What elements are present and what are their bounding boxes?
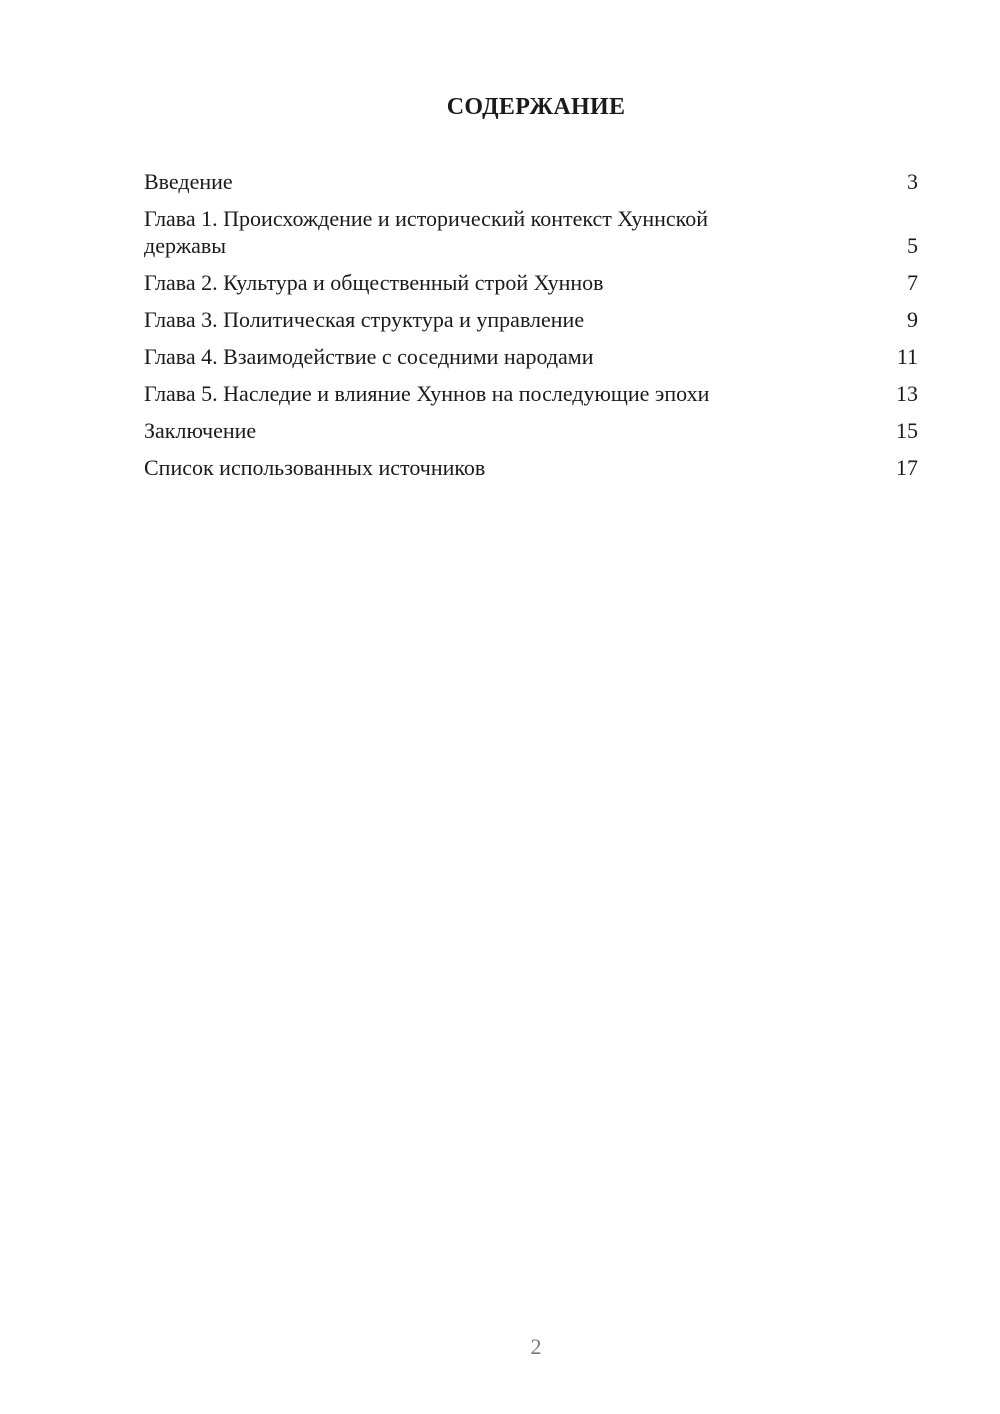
toc-entry-page: 15 <box>896 418 918 443</box>
toc-entry-page: 11 <box>896 344 918 369</box>
toc-entry-text: Глава 5. Наследие и влияние Хуннов на последующие эпохи <box>144 381 710 406</box>
toc-entry-references <box>144 454 918 481</box>
page-title: СОДЕРЖАНИЕ <box>446 94 626 120</box>
toc-entry-introduction <box>144 168 918 195</box>
toc-entry-page: 17 <box>896 455 918 480</box>
toc-entry-text: Глава 4. Взаимодействие с соседними народами <box>144 344 594 369</box>
toc-entry-text: Список использованных источников <box>144 455 486 480</box>
toc-entry-chapter-1 <box>144 205 918 259</box>
toc-entry-chapter-3 <box>144 306 918 333</box>
toc-entry-text: Глава 3. Политическая структура и управление <box>144 307 585 332</box>
toc-entry-conclusion <box>144 417 918 444</box>
toc-entry-page: 7 <box>907 270 918 295</box>
toc-entry-chapter-5 <box>144 380 918 407</box>
toc-entry-text: Глава 2. Культура и общественный строй Хуннов <box>144 270 604 295</box>
toc-entry-page: 13 <box>896 381 918 406</box>
toc-entry-page: 3 <box>907 169 918 194</box>
toc-entry-text: Введение <box>144 169 233 194</box>
toc-entry-page: 5 <box>907 233 918 258</box>
toc-entry-text: Глава 1. Происхождение и исторический контекст Хуннской державы <box>144 206 709 258</box>
toc-entry-text: Заключение <box>144 418 257 443</box>
table-of-contents <box>144 168 918 491</box>
page-number: 2 <box>530 1334 542 1359</box>
toc-entry-chapter-2 <box>144 269 918 296</box>
toc-entry-chapter-4 <box>144 343 918 370</box>
toc-entry-page: 9 <box>907 307 918 332</box>
